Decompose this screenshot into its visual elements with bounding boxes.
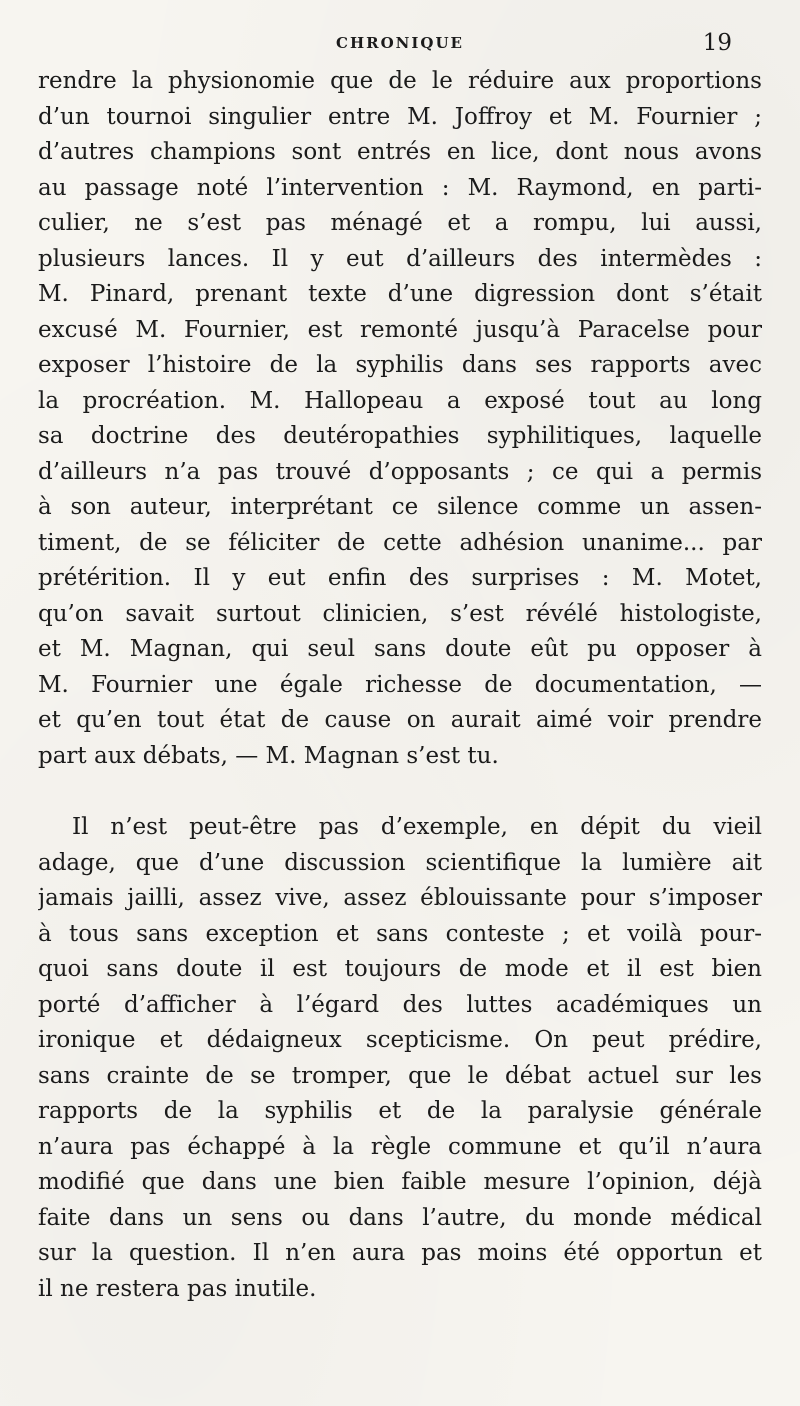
text-line: Il n’est peut-être pas d’exemple, en dépit du vieil bbox=[72, 814, 762, 840]
paragraph-1 bbox=[38, 64, 762, 774]
text-line: modifié que dans une bien faible mesure l’opinion, déjà bbox=[38, 1169, 762, 1195]
text-line: exposer l’histoire de la syphilis dans ses rapports avec bbox=[38, 352, 762, 378]
text-line: plusieurs lances. Il y eut d’ailleurs des intermèdes : bbox=[38, 245, 762, 272]
text-line: d’autres champions sont entrés en lice, dont nous avons bbox=[38, 139, 762, 165]
text-line: part aux débats, — M. Magnan s’est tu. bbox=[38, 742, 499, 769]
body-text bbox=[38, 64, 762, 1307]
page-number: 19 bbox=[702, 30, 732, 56]
text-line: quoi sans doute il est toujours de mode et il est bien bbox=[38, 956, 762, 982]
text-line: jamais jailli, assez vive, assez éblouissante pour s’imposer bbox=[38, 885, 762, 911]
text-line: excusé M. Fournier, est remonté jusqu’à Paracelse pour bbox=[38, 316, 762, 343]
text-line: la procréation. M. Hallopeau a exposé tout au long bbox=[38, 387, 762, 414]
text-line: et M. Magnan, qui seul sans doute eût pu opposer à bbox=[38, 636, 762, 662]
running-head bbox=[38, 30, 762, 58]
text-line: qu’on savait surtout clinicien, s’est révélé histologiste, bbox=[38, 600, 762, 627]
text-line: culier, ne s’est pas ménagé et a rompu, lui aussi, bbox=[38, 210, 762, 236]
text-line: sur la question. Il n’en aura pas moins été opportun et bbox=[38, 1240, 762, 1266]
text-line: M. Fournier une égale richesse de documentation, — bbox=[38, 671, 762, 698]
text-line: adage, que d’une discussion scientifique la lumière ait bbox=[38, 849, 762, 876]
text-line: et qu’en tout état de cause on aurait aimé voir prendre bbox=[38, 707, 762, 733]
text-line: à son auteur, interprétant ce silence comme un assen- bbox=[38, 494, 762, 520]
text-line: à tous sans exception et sans conteste ; et voilà pour- bbox=[38, 920, 762, 947]
text-line: n’aura pas échappé à la règle commune et qu’il n’aura bbox=[38, 1133, 762, 1160]
text-line: timent, de se féliciter de cette adhésion unanime... par bbox=[38, 529, 762, 556]
text-line: faite dans un sens ou dans l’autre, du monde médical bbox=[38, 1204, 762, 1231]
text-line: d’ailleurs n’a pas trouvé d’opposants ; ce qui a permis bbox=[38, 458, 762, 485]
text-line: ironique et dédaigneux scepticisme. On peut prédire, bbox=[38, 1027, 762, 1053]
paragraph-spacer bbox=[38, 774, 762, 810]
paragraph-2 bbox=[38, 810, 762, 1307]
text-line: M. Pinard, prenant texte d’une digression dont s’était bbox=[38, 281, 762, 307]
text-line: rapports de la syphilis et de la paralysie générale bbox=[38, 1098, 762, 1124]
text-line: au passage noté l’intervention : M. Raymond, en parti- bbox=[38, 174, 762, 201]
text-line: porté d’afficher à l’égard des luttes académiques un bbox=[38, 991, 762, 1018]
text-line: rendre la physionomie que de le réduire aux proportions bbox=[38, 68, 762, 94]
running-title: CHRONIQUE bbox=[336, 34, 464, 52]
text-line: sa doctrine des deutéropathies syphilitiques, laquelle bbox=[38, 423, 762, 449]
text-line: il ne restera pas inutile. bbox=[38, 1275, 317, 1302]
text-line: sans crainte de se tromper, que le débat actuel sur les bbox=[38, 1062, 762, 1089]
text-line: prétérition. Il y eut enfin des surprises : M. Motet, bbox=[38, 565, 762, 591]
text-line: d’un tournoi singulier entre M. Joffroy et M. Fournier ; bbox=[38, 103, 762, 130]
